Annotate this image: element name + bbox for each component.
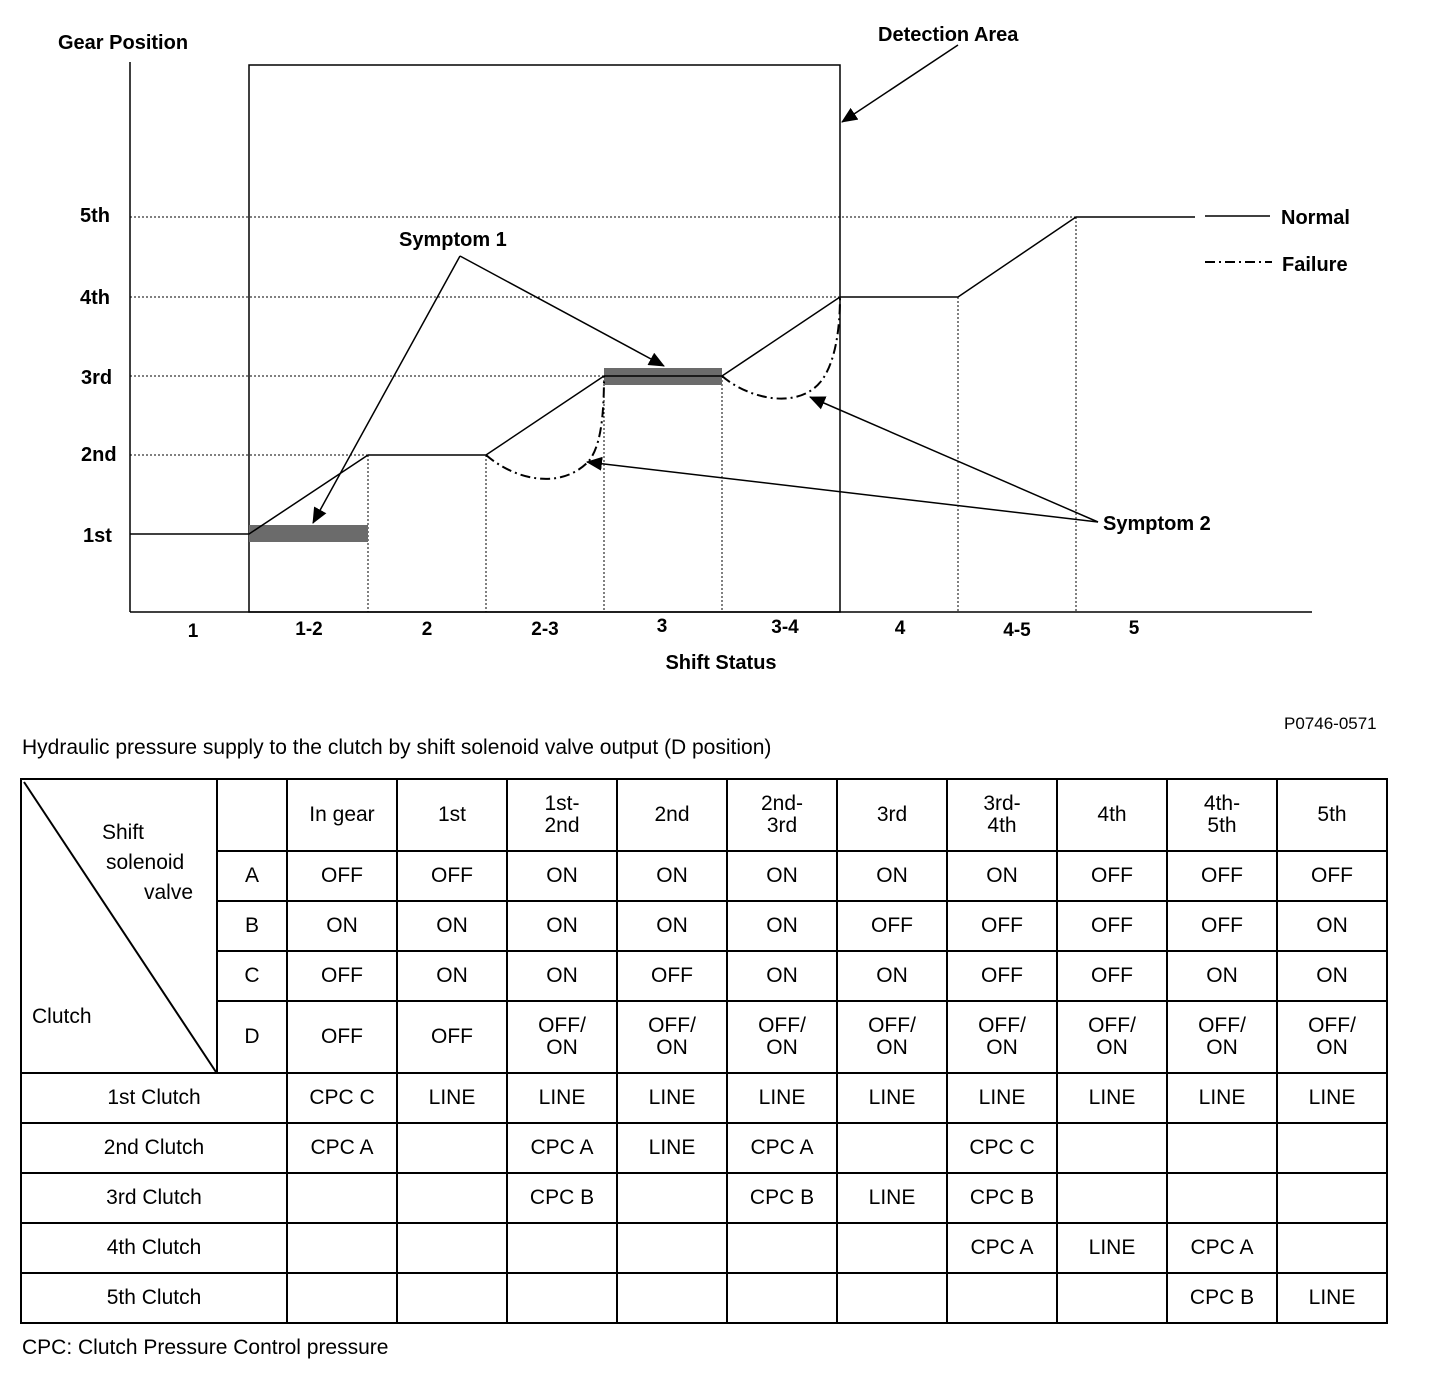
- clutch-value: CPC A: [287, 1123, 397, 1173]
- clutch-value: CPC B: [507, 1173, 617, 1223]
- column-header: In gear: [287, 779, 397, 851]
- solenoid-value: OFF: [1057, 851, 1167, 901]
- solenoid-value: OFF: [617, 951, 727, 1001]
- solenoid-value: ON: [837, 851, 947, 901]
- clutch-value: LINE: [397, 1073, 507, 1123]
- failure-curve-2-3: [486, 376, 604, 479]
- solenoid-value: OFF: [1167, 851, 1277, 901]
- clutch-value: LINE: [1057, 1073, 1167, 1123]
- symptom2-arrow-2-3: [587, 462, 1098, 522]
- clutch-row: [21, 1123, 1387, 1173]
- column-header: 1st: [397, 779, 507, 851]
- clutch-value: CPC A: [727, 1123, 837, 1173]
- solenoid-value: ON: [617, 901, 727, 951]
- solenoid-value: ON: [287, 901, 397, 951]
- solenoid-row: [21, 1001, 1387, 1073]
- solenoid-value: ON: [727, 851, 837, 901]
- legend-normal-label: Normal: [1281, 207, 1350, 229]
- solenoid-value: OFF: [287, 1001, 397, 1073]
- solenoid-value: ON: [507, 851, 617, 901]
- solenoid-value: OFF/ ON: [1277, 1001, 1387, 1073]
- solenoid-value: ON: [727, 901, 837, 951]
- clutch-value: [397, 1223, 507, 1273]
- clutch-name: 3rd Clutch: [21, 1173, 287, 1223]
- clutch-value: [1167, 1123, 1277, 1173]
- gear-label-4th: 4th: [80, 287, 110, 309]
- solenoid-value: ON: [397, 901, 507, 951]
- clutch-value: [617, 1273, 727, 1323]
- clutch-value: [397, 1273, 507, 1323]
- clutch-value: [397, 1123, 507, 1173]
- clutch-value: CPC B: [947, 1173, 1057, 1223]
- clutch-value: [287, 1223, 397, 1273]
- clutch-value: [397, 1173, 507, 1223]
- solenoid-value: OFF: [947, 901, 1057, 951]
- symptom2-label: Symptom 2: [1103, 513, 1211, 535]
- solenoid-value: OFF/ ON: [727, 1001, 837, 1073]
- solenoid-value: ON: [837, 951, 947, 1001]
- solenoid-value: OFF: [1057, 951, 1167, 1001]
- symptom1-label: Symptom 1: [399, 229, 507, 251]
- status-label-1-2: 1-2: [295, 619, 323, 640]
- column-header: 4th: [1057, 779, 1167, 851]
- solenoid-value: ON: [507, 951, 617, 1001]
- clutch-value: [727, 1273, 837, 1323]
- status-label-3: 3: [656, 616, 668, 637]
- solenoid-value: OFF: [1167, 901, 1277, 951]
- clutch-row: [21, 1223, 1387, 1273]
- clutch-value: [1057, 1173, 1167, 1223]
- column-header: 4th- 5th: [1167, 779, 1277, 851]
- solenoid-value: ON: [727, 951, 837, 1001]
- clutch-name: 5th Clutch: [21, 1273, 287, 1323]
- solenoid-value: OFF/ ON: [617, 1001, 727, 1073]
- corner-label-solenoid: solenoid: [106, 851, 185, 874]
- solenoid-value: OFF/ ON: [947, 1001, 1057, 1073]
- corner-label-clutch: Clutch: [32, 1005, 92, 1028]
- column-header: 3rd: [837, 779, 947, 851]
- solenoid-name: C: [217, 951, 287, 1001]
- clutch-value: CPC A: [507, 1123, 617, 1173]
- normal-line: [130, 217, 1195, 534]
- corner-cell: [21, 779, 217, 1073]
- clutch-name: 1st Clutch: [21, 1073, 287, 1123]
- cpc-footnote: CPC: Clutch Pressure Control pressure: [22, 1336, 389, 1359]
- clutch-value: [507, 1273, 617, 1323]
- status-label-3-4: 3-4: [771, 617, 799, 638]
- solenoid-value: ON: [397, 951, 507, 1001]
- clutch-row: [21, 1073, 1387, 1123]
- clutch-value: [1277, 1173, 1387, 1223]
- clutch-row: [21, 1173, 1387, 1223]
- reference-code: P0746-0571: [1284, 714, 1377, 733]
- solenoid-value: OFF: [397, 851, 507, 901]
- clutch-value: [507, 1223, 617, 1273]
- status-label-4-5: 4-5: [1003, 620, 1031, 641]
- blank-header-cell: [217, 779, 287, 851]
- solenoid-row: [21, 851, 1387, 901]
- solenoid-value: ON: [947, 851, 1057, 901]
- clutch-value: [1277, 1123, 1387, 1173]
- column-header: 1st- 2nd: [507, 779, 617, 851]
- clutch-value: LINE: [1277, 1273, 1387, 1323]
- clutch-value: [1167, 1173, 1277, 1223]
- symptom1-arrow-3rd: [460, 256, 664, 366]
- clutch-value: CPC C: [947, 1123, 1057, 1173]
- clutch-value: [837, 1223, 947, 1273]
- solenoid-value: OFF: [287, 951, 397, 1001]
- legend-failure-label: Failure: [1282, 254, 1348, 276]
- gear-label-1st: 1st: [83, 525, 112, 547]
- solenoid-value: OFF/ ON: [507, 1001, 617, 1073]
- solenoid-value: ON: [1277, 901, 1387, 951]
- solenoid-value: OFF: [397, 1001, 507, 1073]
- symptom1-bar-1st: [249, 525, 368, 542]
- status-label-1: 1: [187, 621, 199, 642]
- clutch-value: CPC A: [947, 1223, 1057, 1273]
- solenoid-name: B: [217, 901, 287, 951]
- status-label-2: 2: [421, 619, 433, 640]
- clutch-value: [727, 1223, 837, 1273]
- header-row: [21, 779, 1387, 851]
- clutch-value: CPC B: [1167, 1273, 1277, 1323]
- corner-label-shift: Shift: [102, 821, 145, 844]
- clutch-value: CPC C: [287, 1073, 397, 1123]
- clutch-value: CPC A: [1167, 1223, 1277, 1273]
- solenoid-value: OFF/ ON: [1057, 1001, 1167, 1073]
- solenoid-value: ON: [1277, 951, 1387, 1001]
- symptom2-arrow-3-4: [810, 397, 1098, 522]
- detection-area-arrow: [842, 45, 958, 122]
- clutch-value: LINE: [1167, 1073, 1277, 1123]
- clutch-value: LINE: [727, 1073, 837, 1123]
- solenoid-name: A: [217, 851, 287, 901]
- column-header: 3rd- 4th: [947, 779, 1057, 851]
- clutch-value: CPC B: [727, 1173, 837, 1223]
- clutch-value: [947, 1273, 1057, 1323]
- clutch-value: [287, 1173, 397, 1223]
- column-header: 5th: [1277, 779, 1387, 851]
- clutch-value: LINE: [617, 1123, 727, 1173]
- clutch-value: [837, 1273, 947, 1323]
- solenoid-value: ON: [617, 851, 727, 901]
- solenoid-value: OFF: [837, 901, 947, 951]
- y-axis-title: Gear Position: [58, 32, 189, 54]
- gear-label-3rd: 3rd: [81, 367, 113, 389]
- status-label-2-3: 2-3: [531, 619, 559, 640]
- hydraulic-pressure-table: [20, 778, 1388, 1324]
- solenoid-value: OFF: [1277, 851, 1387, 901]
- clutch-value: [1057, 1123, 1167, 1173]
- clutch-name: 2nd Clutch: [21, 1123, 287, 1173]
- clutch-value: [1057, 1273, 1167, 1323]
- solenoid-name: D: [217, 1001, 287, 1073]
- solenoid-value: ON: [507, 901, 617, 951]
- clutch-value: LINE: [1057, 1223, 1167, 1273]
- column-header: 2nd- 3rd: [727, 779, 837, 851]
- solenoid-value: ON: [1167, 951, 1277, 1001]
- clutch-value: [287, 1273, 397, 1323]
- clutch-value: LINE: [507, 1073, 617, 1123]
- table-caption: Hydraulic pressure supply to the clutch by shift solenoid valve output (D position): [22, 736, 772, 759]
- status-label-4: 4: [894, 618, 906, 639]
- clutch-value: LINE: [1277, 1073, 1387, 1123]
- clutch-value: [617, 1223, 727, 1273]
- solenoid-value: OFF: [287, 851, 397, 901]
- solenoid-value: OFF/ ON: [837, 1001, 947, 1073]
- solenoid-row: [21, 951, 1387, 1001]
- clutch-name: 4th Clutch: [21, 1223, 287, 1273]
- corner-label-valve: valve: [144, 881, 194, 904]
- symptom1-arrow-1st: [313, 256, 460, 523]
- solenoid-value: OFF/ ON: [1167, 1001, 1277, 1073]
- clutch-value: [617, 1173, 727, 1223]
- clutch-value: LINE: [947, 1073, 1057, 1123]
- gear-label-5th: 5th: [80, 205, 110, 227]
- solenoid-value: OFF: [947, 951, 1057, 1001]
- x-axis-title: Shift Status: [665, 652, 777, 674]
- clutch-value: [837, 1123, 947, 1173]
- status-label-5: 5: [1128, 618, 1140, 639]
- detection-area-label: Detection Area: [878, 24, 1019, 46]
- clutch-value: [1277, 1223, 1387, 1273]
- clutch-value: LINE: [617, 1073, 727, 1123]
- clutch-row: [21, 1273, 1387, 1323]
- clutch-value: LINE: [837, 1073, 947, 1123]
- solenoid-value: OFF: [1057, 901, 1167, 951]
- gear-label-2nd: 2nd: [81, 444, 117, 466]
- failure-curve-3-4: [722, 297, 840, 399]
- solenoid-row: [21, 901, 1387, 951]
- clutch-value: LINE: [837, 1173, 947, 1223]
- column-header: 2nd: [617, 779, 727, 851]
